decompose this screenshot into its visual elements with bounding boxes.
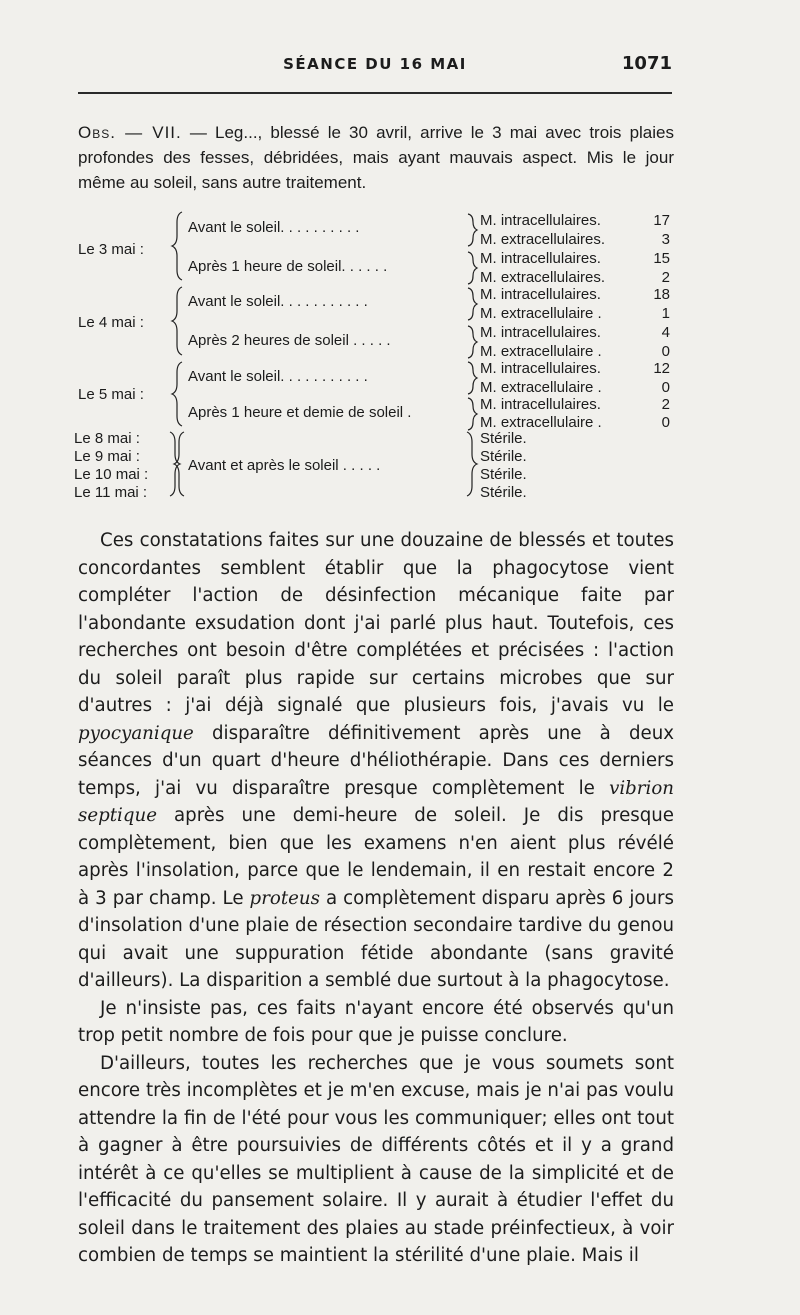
left-brace	[172, 287, 182, 355]
text-run: après une demi-heure de soleil. Je dis presque complètement, bien que les examens n'en aient plus révélé après l'insolation, parce que le lendemain, il en restait encore 2 à 3 par champ. Le	[78, 805, 674, 909]
paragraph: D'ailleurs, toutes les recherches que je vous soumets sont encore très incomplètes et je m'en excuse, mais je n'ai pas voulu attendre la fin de l'été pour vous les communiquer; elles ont tout à gagner à être poursuivies de différents côtés et il y a grand intérêt à ce qu'elles se multiplient à cause de la simplicité et de l'efficacité du pansement solaire. Il y aurait à étudier l'effet du soleil dans le traitement des plaies au stade préinfectieux, à voir combien de temps se maintient la stérilité d'une plaie. Mais il	[78, 1052, 674, 1266]
date-label: Le 11 mai :	[74, 484, 148, 501]
result-label: Stérile.	[480, 448, 527, 465]
result-value: 3	[661, 231, 670, 248]
date-label: Le 9 mai :	[74, 448, 140, 465]
result-label: M. extracellulaire .	[480, 305, 602, 322]
paragraph: Je n'insiste pas, ces faits n'ayant encore été observés qu'un trop petit nombre de fois pour que je puisse conclure.	[78, 997, 674, 1046]
date-label: Le 10 mai :	[74, 466, 149, 483]
result-value: 0	[661, 343, 670, 360]
result-label: M. extracellulaire .	[480, 414, 602, 431]
left-brace	[172, 212, 182, 280]
result-label: M. extracellulaires.	[480, 269, 606, 286]
text-run: a complètement disparu après 6 jours d'insolation d'une plaie de résection secondaire tardive du genou qui avait une suppuration fétide abondante (sans gravité d'ailleurs). La disparition a semblé due surtout à la phagocytose.	[78, 887, 674, 991]
date-label: Le 5 mai :	[78, 386, 144, 403]
result-label: Stérile.	[480, 430, 527, 447]
italic-term: proteus	[249, 887, 320, 909]
condition-label: Après 2 heures de soleil . . . . .	[188, 332, 391, 349]
result-label: M. extracellulaires.	[480, 231, 606, 248]
condition-label: Avant le soleil. . . . . . . . . . .	[188, 368, 368, 385]
result-label: M. extracellulaire .	[480, 343, 602, 360]
condition-label: Avant le soleil. . . . . . . . . .	[188, 219, 360, 236]
result-value: 1	[661, 305, 670, 322]
italic-term: pyocyanique	[78, 722, 194, 744]
right-brace	[468, 288, 477, 320]
table-braces	[0, 0, 800, 520]
right-brace	[468, 214, 477, 246]
left-brace	[172, 362, 182, 426]
paragraph	[78, 527, 674, 995]
italic-term: vibrion septique	[78, 777, 674, 826]
result-value: 17	[653, 212, 670, 229]
result-value: 4	[661, 324, 670, 341]
results-table	[0, 0, 800, 520]
result-value: 15	[653, 250, 670, 267]
result-label: M. intracellulaires.	[480, 286, 601, 303]
result-value: 18	[653, 286, 670, 303]
result-value: 0	[661, 379, 670, 396]
result-label: M. intracellulaires.	[480, 396, 601, 413]
date-label: Le 3 mai :	[78, 241, 144, 258]
right-brace	[468, 326, 477, 358]
right-brace	[468, 252, 477, 284]
text-run: Ces constatations faites sur une douzaine de blessés et toutes concordantes semblent établir que la phagocytose vient compléter l'action de désinfection mécanique faite par l'abondante exsudation dont j'ai parlé plus haut. Toutefois, ces recherches ont besoin d'être complétées et précisées : l'action du soleil paraît plus rapide sur certains microbes que sur d'autres : j'ai déjà signalé que plusieurs fois, j'avais vu le	[78, 530, 674, 716]
condition-label: Avant et après le soleil . . . . .	[188, 457, 381, 474]
result-label: M. intracellulaires.	[480, 324, 601, 341]
result-label: M. intracellulaires.	[480, 250, 601, 267]
result-label: Stérile.	[480, 466, 527, 483]
result-value: 2	[661, 269, 670, 286]
observation-label: Obs. — VII.	[78, 123, 182, 142]
result-value: 12	[653, 360, 670, 377]
body-text	[78, 527, 674, 1270]
right-brace	[468, 398, 477, 430]
date-label: Le 4 mai :	[78, 314, 144, 331]
result-value: 2	[661, 396, 670, 413]
condition-label: Avant le soleil. . . . . . . . . . .	[188, 293, 368, 310]
result-label: M. extracellulaire .	[480, 379, 602, 396]
header-title: SÉANCE DU 16 MAI	[283, 55, 467, 73]
date-label: Le 8 mai :	[74, 430, 140, 447]
page-number: 1071	[621, 53, 672, 74]
condition-label: Après 1 heure de soleil. . . . . .	[188, 258, 388, 275]
text-run: disparaître définitivement après une à deux séances d'un quart d'heure d'héliothérapie. Dans ces derniers temps, j'ai vu disparaître presque complètement le	[78, 722, 674, 799]
result-value: 0	[661, 414, 670, 431]
result-label: Stérile.	[480, 484, 527, 501]
right-brace	[467, 432, 477, 496]
result-label: M. intracellulaires.	[480, 360, 601, 377]
result-label: M. intracellulaires.	[480, 212, 601, 229]
condition-label: Après 1 heure et demie de soleil .	[188, 404, 412, 421]
observation-text: — Leg..., blessé le 30 avril, arrive le 3 mai avec trois plaies profondes des fesses, débridées, mais ayant mauvais aspect. Mis le jour même au soleil, sans autre traitement.	[78, 123, 674, 192]
right-brace	[468, 362, 477, 394]
